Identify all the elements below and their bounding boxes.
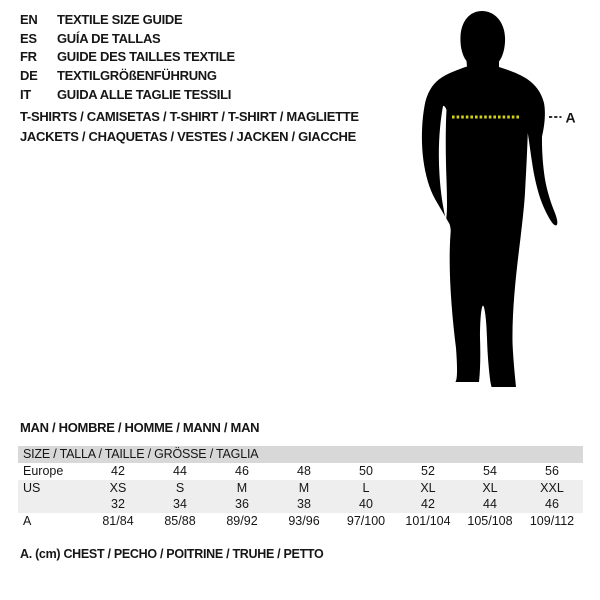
table-cell: XL	[482, 480, 498, 495]
table-row-us-numeric	[18, 496, 583, 513]
table-cell: 36	[235, 497, 249, 512]
category-line-jackets: JACKETS / CHAQUETAS / VESTES / JACKEN / GIACCHE	[20, 128, 356, 144]
row-label: US	[23, 480, 41, 495]
table-cell: 52	[421, 464, 435, 479]
table-cell: XL	[420, 480, 436, 495]
language-code: IT	[20, 87, 31, 103]
guide-title: GUIDE DES TAILLES TEXTILE	[57, 49, 235, 65]
table-cell: 44	[173, 464, 187, 479]
guide-title: GUÍA DE TALLAS	[57, 30, 161, 46]
table-row-europe	[18, 463, 583, 480]
table-cell: 42	[111, 464, 125, 479]
category-line-tshirts: T-SHIRTS / CAMISETAS / T-SHIRT / T-SHIRT / MAGLIETTE	[20, 109, 359, 124]
table-cell: 48	[297, 464, 311, 479]
language-title-list	[20, 10, 235, 104]
table-cell: 46	[545, 497, 559, 512]
table-row-us-letter	[18, 480, 583, 497]
guide-title: TEXTILGRÖßENFÜHRUNG	[57, 68, 217, 84]
table-cell: 85/88	[164, 514, 196, 529]
table-cell: M	[298, 480, 310, 495]
table-cell: 34	[173, 497, 187, 512]
table-cell: 50	[359, 464, 373, 479]
language-row	[20, 10, 235, 29]
table-cell: 56	[545, 464, 559, 479]
guide-title: TEXTILE SIZE GUIDE	[57, 11, 183, 27]
language-code: ES	[20, 30, 37, 46]
language-code: FR	[20, 49, 37, 65]
guide-title: GUIDA ALLE TAGLIE TESSILI	[57, 87, 232, 103]
row-label: A	[23, 514, 32, 529]
row-label: Europe	[23, 464, 64, 479]
language-code: DE	[20, 68, 38, 84]
table-cell: XS	[109, 480, 127, 495]
language-row	[20, 85, 235, 104]
table-cell: 46	[235, 464, 249, 479]
table-cell: 40	[359, 497, 373, 512]
table-cell: 109/112	[529, 514, 575, 529]
table-cell: 54	[483, 464, 497, 479]
table-cell: 42	[421, 497, 435, 512]
size-table-header: SIZE / TALLA / TAILLE / GRÖSSE / TAGLIA	[18, 446, 583, 463]
table-cell: 44	[483, 497, 497, 512]
language-code: EN	[20, 11, 38, 27]
table-cell: M	[236, 480, 248, 495]
table-cell: 93/96	[288, 514, 320, 529]
table-cell: XXL	[540, 480, 564, 495]
table-cell: L	[362, 480, 370, 495]
table-cell: S	[175, 480, 185, 495]
table-cell: 38	[297, 497, 311, 512]
category-lines	[20, 107, 359, 146]
measurement-footnote: A. (cm) CHEST / PECHO / POITRINE / TRUHE / PETTO	[20, 547, 324, 561]
table-cell: 81/84	[102, 514, 134, 529]
man-silhouette-icon	[395, 0, 580, 400]
table-cell: 97/100	[346, 514, 386, 529]
table-cell: 105/108	[467, 514, 513, 529]
table-cell: 32	[111, 497, 125, 512]
size-table	[18, 446, 583, 529]
table-cell: 89/92	[226, 514, 258, 529]
table-cell: 101/104	[405, 514, 451, 529]
table-row-chest-cm	[18, 513, 583, 530]
language-row	[20, 48, 235, 67]
language-row	[20, 29, 235, 48]
section-title-man: MAN / HOMBRE / HOMME / MANN / MAN	[20, 420, 260, 435]
language-row	[20, 66, 235, 85]
measurement-label-a: A	[565, 109, 576, 126]
